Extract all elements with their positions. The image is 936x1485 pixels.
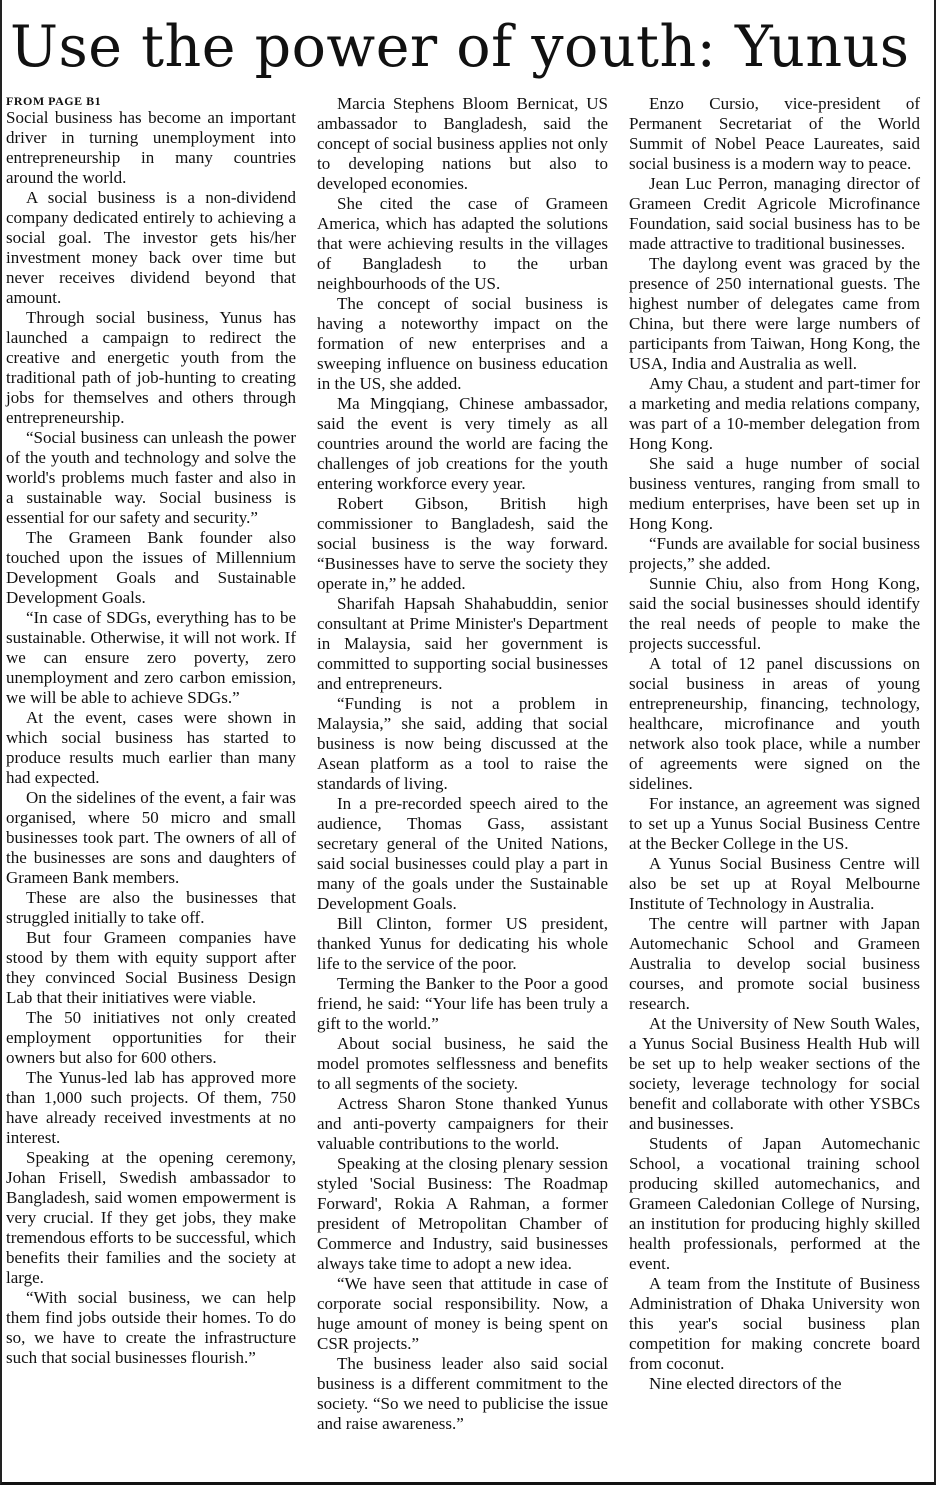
paragraph: The daylong event was graced by the presence of 250 international guests. The highest number of delegates came from China, but there were large numbers of participants from Taiwan, Hong Kong, the USA, India and Australia as well.: [629, 254, 920, 373]
paragraph: The business leader also said social business is a different commitment to the society. “So we need to publicise the issue and raise awareness.”: [317, 1354, 608, 1433]
paragraph: “Funds are available for social business projects,” she added.: [629, 534, 920, 573]
article-column-3: [629, 94, 920, 1394]
headline: Use the power of youth: Yunus: [10, 14, 910, 80]
paragraph: She cited the case of Grameen America, which has adapted the solutions that were achieving results in the villages of Bangladesh to the urban neighbourhoods of the US.: [317, 194, 608, 293]
paragraph: Sunnie Chiu, also from Hong Kong, said the social businesses should identify the real needs of people to make the projects successful.: [629, 574, 920, 653]
paragraph: Speaking at the closing plenary session styled 'Social Business: The Roadmap Forward', Rokia A Rahman, a former president of Metropolitan Chamber of Commerce and Industry, said businesses always take time to adopt a new idea.: [317, 1154, 608, 1273]
paragraph: At the event, cases were shown in which social business has started to produce results much earlier than many had expected.: [6, 708, 296, 787]
paragraph: About social business, he said the model promotes selflessness and benefits to all segments of the society.: [317, 1034, 608, 1093]
paragraph: The Grameen Bank founder also touched upon the issues of Millennium Development Goals and Sustainable Development Goals.: [6, 528, 296, 607]
paragraph: Ma Mingqiang, Chinese ambassador, said the event is very timely as all countries around the world are facing the challenges of job creations for the youth entering workforce every year.: [317, 394, 608, 493]
paragraph: For instance, an agreement was signed to set up a Yunus Social Business Centre at the Becker College in the US.: [629, 794, 920, 853]
paragraph: A Yunus Social Business Centre will also be set up at Royal Melbourne Institute of Technology in Australia.: [629, 854, 920, 913]
paragraph: “Social business can unleash the power of the youth and technology and solve the world's problems much faster and also in a sustainable way. Social business is essential for our safety and security.”: [6, 428, 296, 527]
paragraph: Amy Chau, a student and part-timer for a marketing and media relations company, was part of a 10-member delegation from Hong Kong.: [629, 374, 920, 453]
paragraph: Marcia Stephens Bloom Bernicat, US ambassador to Bangladesh, said the concept of social business applies not only to developing nations but also to developed economies.: [317, 94, 608, 193]
paragraph: But four Grameen companies have stood by them with equity support after they convinced Social Business Design Lab that their initiatives were viable.: [6, 928, 296, 1007]
paragraph: Students of Japan Automechanic School, a vocational training school producing skilled automechanics, and Grameen Caledonian College of Nursing, an institution for producing highly skilled health professionals, performed at the event.: [629, 1134, 920, 1273]
paragraph: Nine elected directors of the: [649, 1374, 842, 1393]
paragraph: These are also the businesses that struggled initially to take off.: [6, 888, 296, 927]
paragraph: The 50 initiatives not only created employment opportunities for their owners but also for 600 others.: [6, 1008, 296, 1067]
article-column-2: [317, 94, 608, 1434]
paragraph: “We have seen that attitude in case of corporate social responsibility. Now, a huge amount of money is being spent on CSR projects.”: [317, 1274, 608, 1353]
paragraph: Terming the Banker to the Poor a good friend, he said: “Your life has been truly a gift to the world.”: [317, 974, 608, 1033]
paragraph: “In case of SDGs, everything has to be sustainable. Otherwise, it will not work. If we can ensure zero poverty, zero unemployment and zero carbon emission, we will be able to achieve SDGs.”: [6, 608, 296, 707]
paragraph: Speaking at the opening ceremony, Johan Frisell, Swedish ambassador to Bangladesh, said women empowerment is very crucial. If they get jobs, they make tremendous efforts to be successful, which benefits their families and the society at large.: [6, 1148, 296, 1287]
paragraph: The Yunus-led lab has approved more than 1,000 such projects. Of them, 750 have already received investments at no interest.: [6, 1068, 296, 1147]
paragraph: Actress Sharon Stone thanked Yunus and anti-poverty campaigners for their valuable contributions to the world.: [317, 1094, 608, 1153]
paragraph: Social business has become an important driver in turning unemployment into entrepreneurship in many countries around the world.: [6, 108, 296, 187]
paragraph: Through social business, Yunus has launched a campaign to redirect the creative and energetic youth from the traditional path of job-hunting to creating jobs for themselves and others through entrepreneurship.: [6, 308, 296, 427]
paragraph: “Funding is not a problem in Malaysia,” she said, adding that social business is now being discussed at the Asean platform as a tool to raise the standards of living.: [317, 694, 608, 793]
jump-label: FROM PAGE B1: [6, 94, 102, 108]
paragraph: In a pre-recorded speech aired to the audience, Thomas Gass, assistant secretary general of the United Nations, said social businesses could play a part in many of the goals under the Sustainable Development Goals.: [317, 794, 608, 913]
paragraph: Enzo Cursio, vice-president of Permanent Secretariat of the World Summit of Nobel Peace Laureates, said social business is a modern way to peace.: [629, 94, 920, 173]
paragraph: Sharifah Hapsah Shahabuddin, senior consultant at Prime Minister's Department in Malaysia, said her government is committed to supporting social businesses and entrepreneurs.: [317, 594, 608, 693]
paragraph: Robert Gibson, British high commissioner to Bangladesh, said the social business is the way forward. “Businesses have to serve the society they operate in,” he added.: [317, 494, 608, 593]
paragraph: A social business is a non-dividend company dedicated entirely to achieving a social goal. The investor gets his/her investment money back over time but never receives dividend beyond that amount.: [6, 188, 296, 307]
paragraph: Bill Clinton, former US president, thanked Yunus for dedicating his whole life to the service of the poor.: [317, 914, 608, 973]
paragraph: She said a huge number of social business ventures, ranging from small to medium enterprises, have been set up in Hong Kong.: [629, 454, 920, 533]
paragraph: At the University of New South Wales, a Yunus Social Business Health Hub will be set up to help weaker sections of the society, leverage technology for social benefit and collaborate with other YSBCs and businesses.: [629, 1014, 920, 1133]
paragraph: “With social business, we can help them find jobs outside their homes. To do so, we have to create the infrastructure such that social businesses flourish.”: [6, 1288, 296, 1367]
paragraph: The centre will partner with Japan Automechanic School and Grameen Australia to develop social business courses, and promote social business research.: [629, 914, 920, 1013]
paragraph: On the sidelines of the event, a fair was organised, where 50 micro and small businesses took part. The owners of all of the businesses are sons and daughters of Grameen Bank members.: [6, 788, 296, 887]
paragraph: A total of 12 panel discussions on social business in areas of young entrepreneurship, financing, technology, healthcare, microfinance and youth network also took place, while a number of agreements were signed on the sidelines.: [629, 654, 920, 793]
paragraph: A team from the Institute of Business Administration of Dhaka University won this year's social business plan competition for making concrete board from coconut.: [629, 1274, 920, 1373]
paragraph: The concept of social business is having a noteworthy impact on the formation of new enterprises and a sweeping influence on business education in the US, she added.: [317, 294, 608, 393]
paragraph: Jean Luc Perron, managing director of Grameen Credit Agricole Microfinance Foundation, said social business has to be made attractive to traditional businesses.: [629, 174, 920, 253]
article-column-1: [6, 94, 296, 1368]
